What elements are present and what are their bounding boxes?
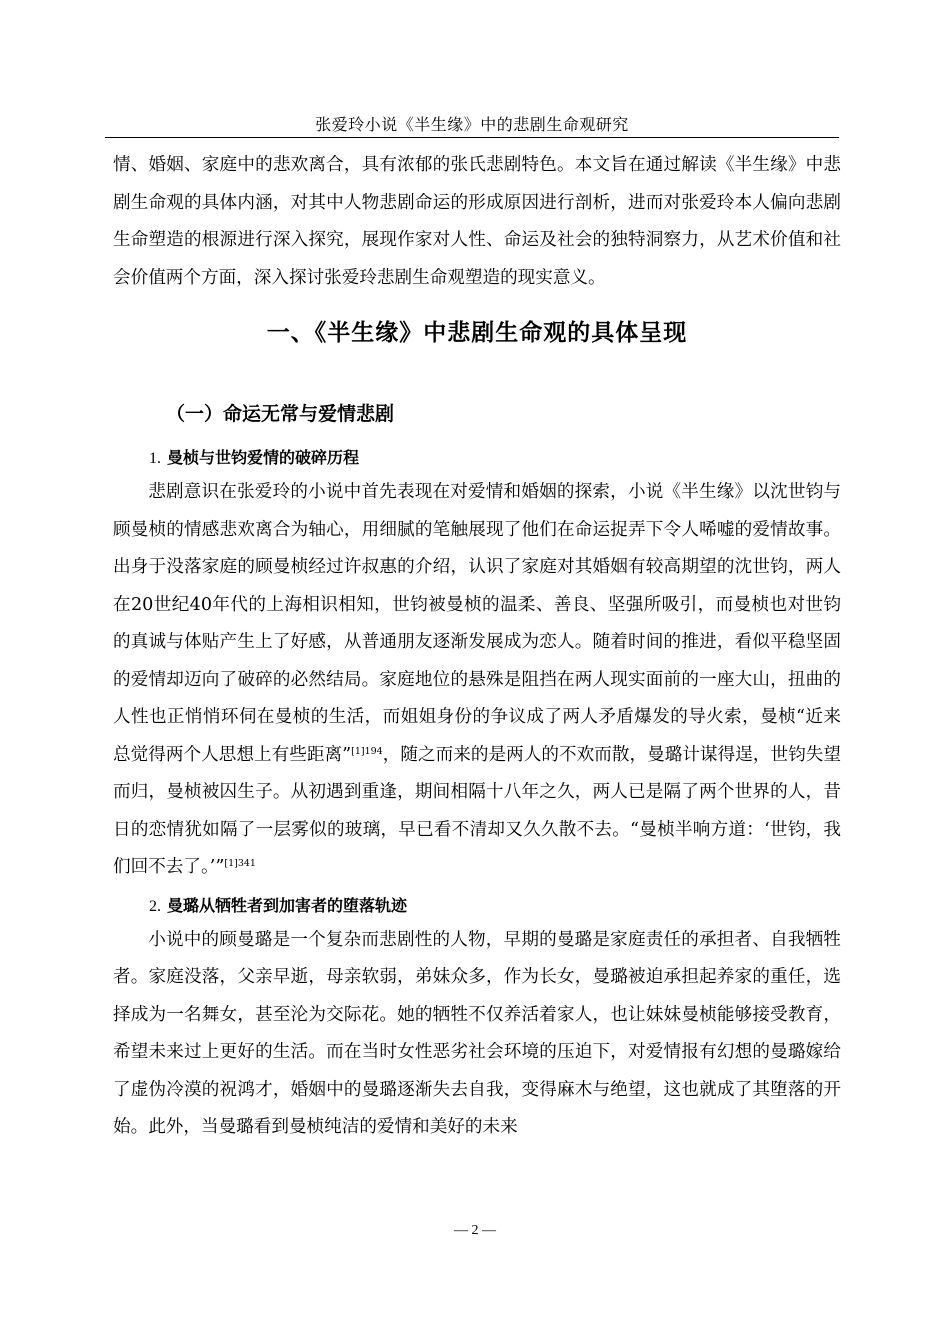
header-rule — [105, 137, 839, 138]
subsection-title: 曼璐从牺牲者到加害者的堕落轨迹 — [167, 895, 408, 915]
running-header: 张爱玲小说《半生缘》中的悲剧生命观研究 — [315, 115, 629, 134]
subsection-number: 1. — [149, 450, 161, 467]
intro-paragraph: 情、婚姻、家庭中的悲欢离合，具有浓郁的张氏悲剧特色。本文旨在通过解读《半生缘》中悲剧生命观的具体内涵，对其中人物悲剧命运的形成原因进行剖析，进而对张爱玲本人偏向悲剧生命塑造的根源进行深入探究，展现作家对人性、命运及社会的独特洞察力，从艺术价值和社会价值两个方面，深入探讨张爱玲悲剧生命观塑造的现实意义。 — [113, 155, 841, 288]
page-number: — 2 — — [454, 1223, 496, 1238]
page-content — [113, 147, 841, 1147]
citation-superscript: [1]341 — [224, 858, 256, 869]
subsection-heading-1 — [113, 443, 841, 474]
paragraph-text: ，随之而来的是两人的不欢而散，曼璐计谋得逞，世钧失望而归，曼桢被囚生子。从初遇到重逢，期间相隔十八年之久，两人已是隔了两个世界的人，昔日的恋情犹如隔了一层雾似的玻璃，早已看不清却又久久散不去。“曼桢半响方道：‘世钧，我们回不去了。’” — [113, 744, 841, 877]
subsection-title: 曼桢与世钧爱情的破碎历程 — [167, 448, 360, 467]
body-paragraph-2: 小说中的顾曼璐是一个复杂而悲剧性的人物，早期的曼璐是家庭责任的承担者、自我牺牲者。家庭没落，父亲早逝，母亲软弱，弟妹众多，作为长女，曼璐被迫承担起养家的重任，选择成为一名舞女，甚至沦为交际花。她的牺牲不仅养活着家人，也让妹妹曼桢能够接受教育，希望未来过上更好的生活。而在当时女性恶劣社会环境的压迫下，对爱情报有幻想的曼璐嫁给了虚伪冷漠的祝鸿才，婚姻中的曼璐逐渐失去自我，变得麻木与绝望，这也就成了其堕落的开始。此外，当曼璐看到曼桢纯洁的爱情和美好的未来 — [113, 929, 841, 1137]
section-title: （一）命运无常与爱情悲剧 — [166, 403, 395, 425]
body-paragraph-1 — [113, 474, 841, 887]
subsection-heading-2 — [113, 891, 841, 922]
subsection-number: 2. — [149, 897, 161, 915]
paragraph-text: 悲剧意识在张爱玲的小说中首先表现在对爱情和婚姻的探索，小说《半生缘》以沈世钧与顾曼桢的情感悲欢离合为轴心，用细腻的笔触展现了他们在命运捉弄下令人唏嘘的爱情故事。出身于没落家庭的顾曼桢经过许叔惠的介绍，认识了家庭对其婚姻有较高期望的沈世钧，两人在20世纪40年代的上海相识相知，世钧被曼桢的温柔、善良、坚强所吸引，而曼桢也对世钧的真诚与体贴产生上了好感，从普通朋友逐渐发展成为恋人。随着时间的推进，看似平稳坚固的爱情却迈向了破碎的必然结局。家庭地位的悬殊是阻挡在两人现实面前的一座大山，扭曲的人性也正悄悄环伺在曼桢的生活，而姐姐身份的争议成了两人矛盾爆发的导火索，曼桢“近来总觉得两个人思想上有些距离” — [113, 482, 841, 765]
chapter-title: 一、《半生缘》中悲剧生命观的具体呈现 — [266, 320, 688, 346]
citation-superscript: [1]194 — [351, 745, 383, 757]
